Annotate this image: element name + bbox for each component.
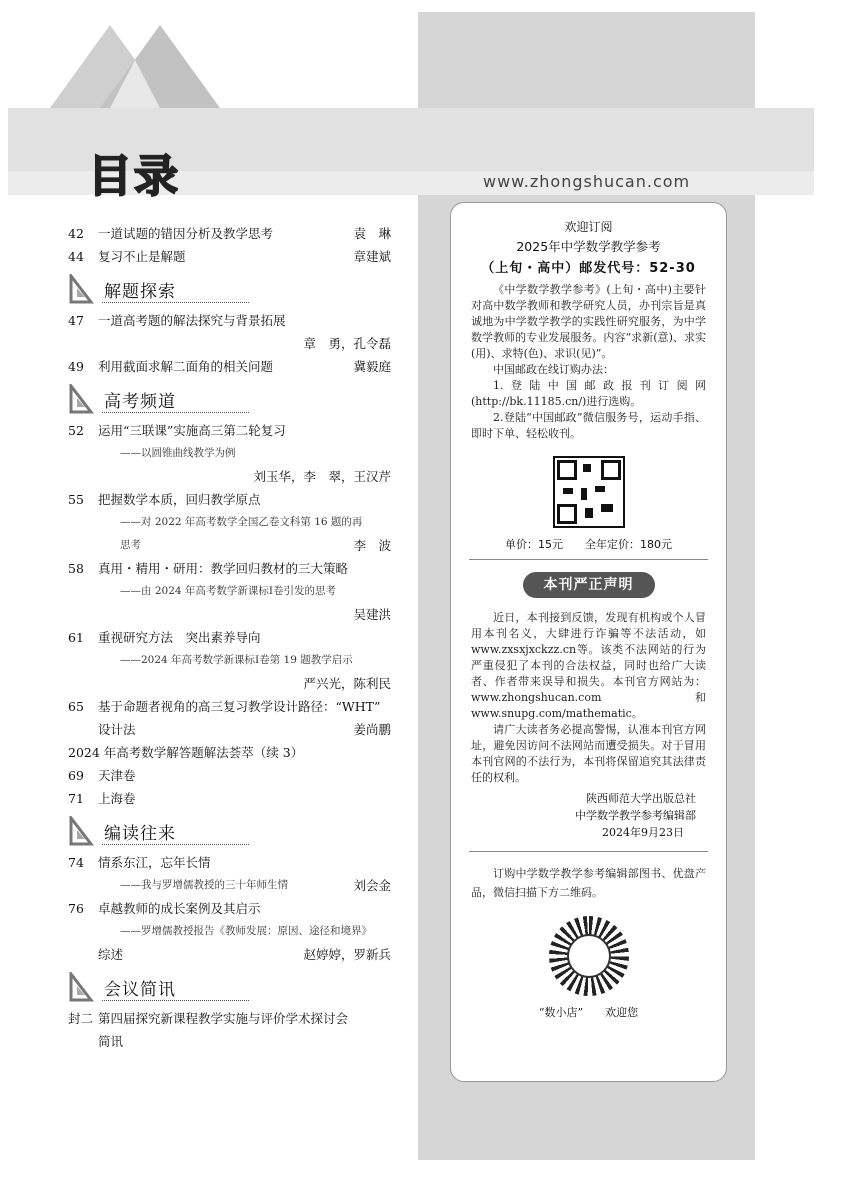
- page-title: 目录: [88, 151, 180, 202]
- divider: [469, 559, 708, 560]
- price-line: 单价：15元 全年定价：180元: [505, 538, 672, 551]
- toc-entry[interactable]: 52 运用“三联课”实施高三第二轮复习: [68, 423, 286, 438]
- toc-entry[interactable]: 76 卓越教师的成长案例及其启示: [68, 901, 261, 916]
- statement-title: 本刊严正声明: [523, 572, 655, 598]
- card-order-step: 1.登陆中国邮政报刊订阅网(http://bk.11185.cn/)进行选购。: [471, 379, 706, 408]
- toc-subtitle: ——由 2024 年高考数学新课标Ⅰ卷引发的思考: [120, 585, 337, 597]
- mini-program-code-icon[interactable]: [549, 916, 629, 996]
- subscription-card: [450, 202, 727, 1082]
- toc-entry[interactable]: 49 利用截面求解二面角的相关问题 冀毅庭: [68, 359, 391, 374]
- table-of-contents: [68, 222, 391, 1053]
- section-header: 高考频道: [68, 382, 391, 416]
- toc-entry[interactable]: 71 上海卷: [68, 791, 136, 806]
- toc-title-cont: 综述 赵婷婷，罗新兵: [98, 947, 391, 962]
- section-header: 解题探索: [68, 272, 391, 306]
- toc-author-line: 严兴光，陈利民: [303, 676, 391, 691]
- toc-entry[interactable]: 封二 第四届探究新课程教学实施与评价学术探讨会: [68, 1011, 349, 1026]
- editorial-signature: 中学数学教学参考编辑部: [575, 809, 696, 822]
- toc-entry[interactable]: 65 基于命题者视角的高三复习教学设计路径：“WHT”: [68, 699, 381, 714]
- section-ruler-icon: [68, 274, 94, 304]
- toc-entry[interactable]: 47 一道高考题的解法探究与背景拓展: [68, 313, 286, 328]
- publisher-signature: 陕西师范大学出版总社: [586, 792, 696, 805]
- toc-title-cont: 设计法 姜尚鹏: [98, 722, 391, 737]
- card-journal-name: 2025年中学数学教学参考: [516, 239, 661, 254]
- toc-subtitle-cont: 思考 李 波: [120, 538, 391, 553]
- card-heading: 欢迎订阅: [564, 220, 613, 234]
- qr-code-icon[interactable]: [553, 456, 625, 528]
- statement-text: 近日，本刊接到反馈，发现有机构或个人冒用本刊名义，大肆进行诈骗等不法活动，如www.zxsxjxckzz.cn等。该类不法网站的行为严重侵犯了本刊的合法权益，同时也给广大读者、作者带来误导和损失。本刊官方网站为：www.zhongshucan.com 和 www.snupg.com/mathematic。: [471, 611, 706, 720]
- toc-entry[interactable]: 42 一道试题的错因分析及教学思考 袁 琳: [68, 226, 391, 241]
- card-intro: 《中学数学教学参考》(上旬・高中)主要针对高中数学教师和教学研究人员，办刊宗旨是真诚地为中学数学教学的实践性研究服务，为中学数学教师的专业发展服务。内容“求新(意)、求实(用)、求特(色)、求识(见)”。: [471, 283, 706, 360]
- divider: [469, 851, 708, 852]
- toc-author-line: 刘玉华，李 翠，王汉芹: [253, 469, 391, 484]
- order-text: 订购中学数学教学参考编辑部图书、优盘产品，微信扫描下方二维码。: [471, 867, 706, 899]
- toc-author-line: 章 勇，孔令磊: [303, 336, 391, 351]
- toc-subtitle: ——2024 年高考数学新课标Ⅰ卷第 19 题教学启示: [120, 654, 353, 666]
- header-triangle-logo: [40, 20, 240, 108]
- section-ruler-icon: [68, 384, 94, 414]
- toc-subtitle: ——对 2022 年高考数学全国乙卷文科第 16 题的再: [120, 516, 363, 528]
- toc-author-line: 吴建洪: [353, 607, 391, 622]
- toc-subtitle: ——我与罗增儒教授的三十年师生情 刘会金: [120, 878, 391, 893]
- toc-subtitle: ——罗增儒教授报告《教师发展：原因、途径和境界》: [120, 925, 372, 937]
- section-ruler-icon: [68, 972, 94, 1002]
- card-order-method: 中国邮政在线订购办法：: [493, 363, 614, 376]
- toc-group-title: 2024 年高考数学解答题解法荟萃（续 3）: [68, 745, 304, 760]
- toc-entry[interactable]: 55 把握数学本质，回归教学原点: [68, 492, 261, 507]
- toc-entry[interactable]: 61 重视研究方法 突出素养导向: [68, 630, 261, 645]
- website-url: www.zhongshucan.com: [483, 172, 691, 191]
- statement-text: 请广大读者务必提高警惕，认准本刊官方网址，避免因访问不法网站而遭受损失。对于冒用本刊官网的不法行为，本刊将保留追究其法律责任的权利。: [471, 723, 706, 784]
- card-postal-code: （上旬・高中）邮发代号：52-30: [481, 261, 696, 276]
- card-order-step: 2.登陆“中国邮政”微信服务号，运动手指、即时下单、轻松收刊。: [471, 411, 706, 440]
- toc-entry[interactable]: 44 复习不止是解题 章建斌: [68, 249, 391, 264]
- toc-entry[interactable]: 74 情系东江，忘年长情: [68, 855, 211, 870]
- toc-entry[interactable]: 58 真用・精用・研用：教学回归教材的三大策略: [68, 561, 349, 576]
- section-ruler-icon: [68, 816, 94, 846]
- statement-date: 2024年9月23日: [602, 826, 684, 839]
- section-header: 会议简讯: [68, 970, 391, 1004]
- toc-entry[interactable]: 69 天津卷: [68, 768, 136, 783]
- toc-subtitle: ——以圆锥曲线教学为例: [120, 447, 236, 459]
- shop-footer: “数小店” 欢迎您: [538, 1006, 639, 1019]
- toc-title-cont: 简讯: [98, 1034, 124, 1049]
- section-header: 编读往来: [68, 814, 391, 848]
